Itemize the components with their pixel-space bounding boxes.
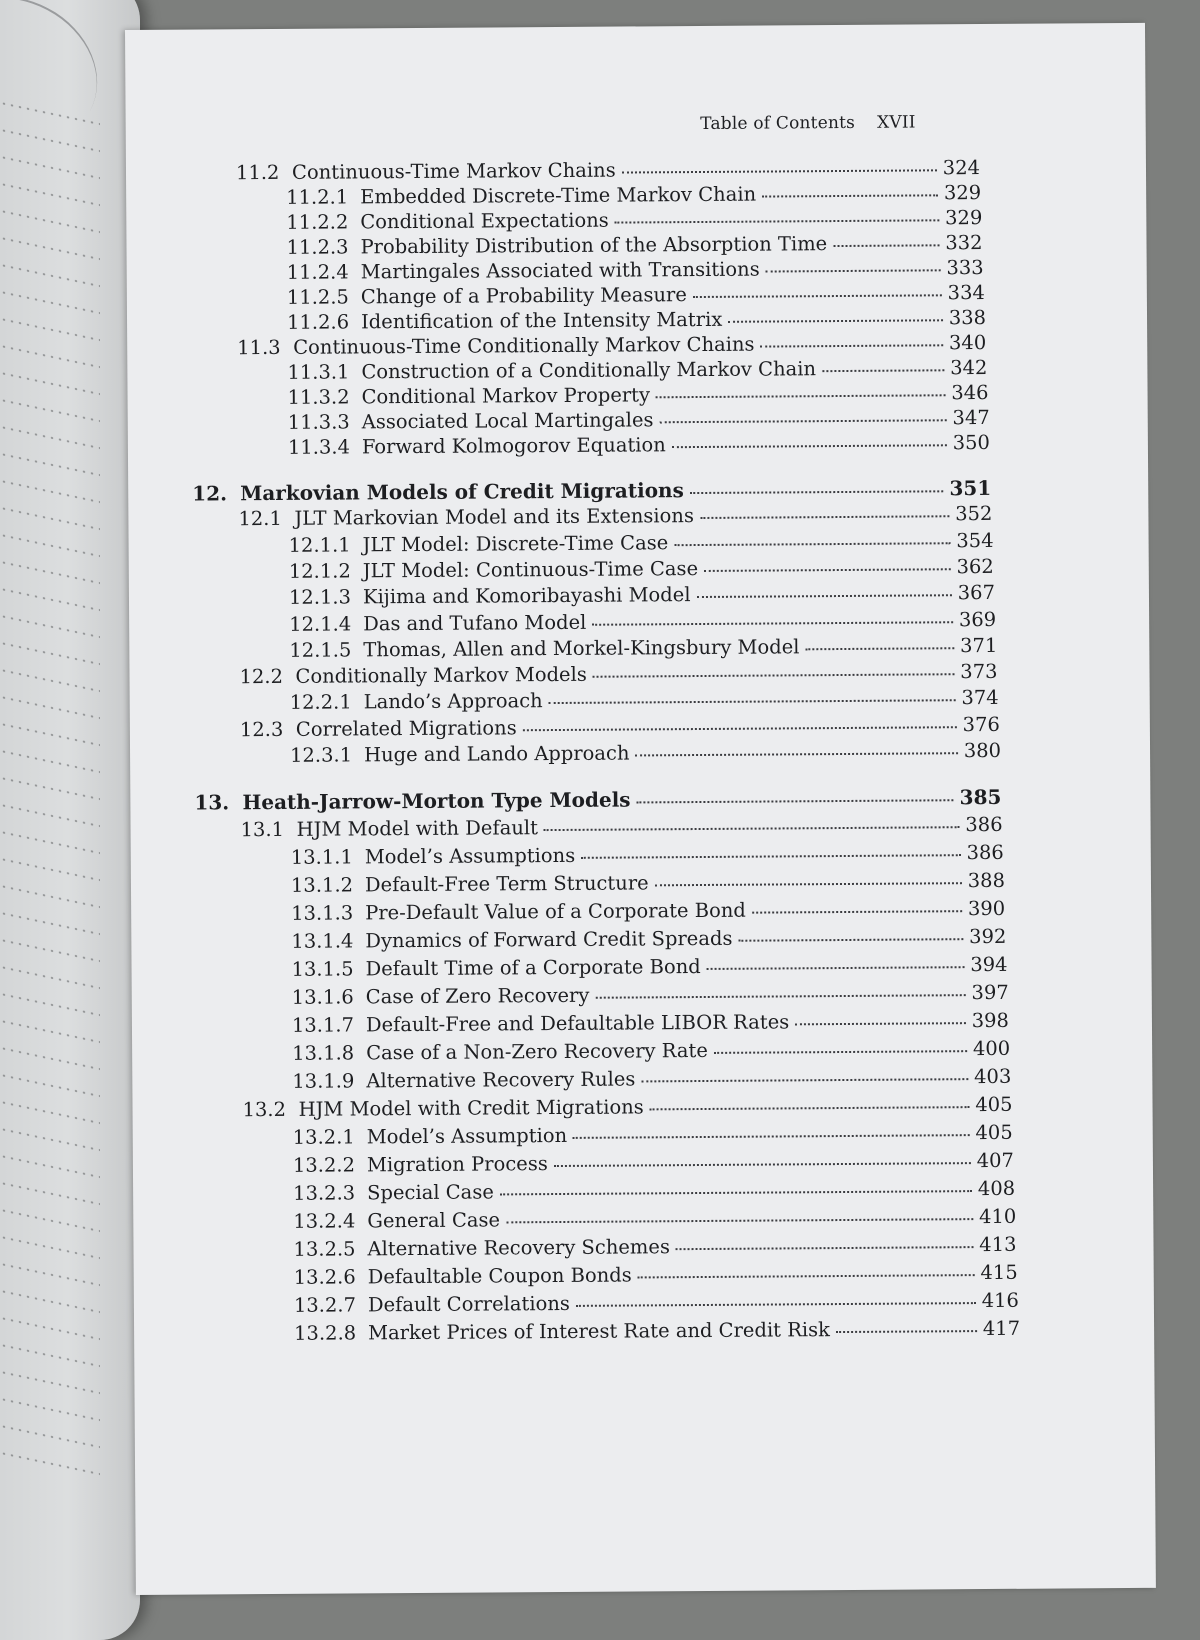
dot-leader [650, 1105, 970, 1110]
dot-leader [593, 672, 954, 678]
toc-entry-page: 352 [955, 502, 993, 526]
dot-leader [700, 515, 949, 520]
toc-entry-title: Case of a Non-Zero Recovery Rate [366, 1039, 708, 1065]
toc-subsection[interactable] [286, 181, 981, 209]
toc-entry-page: 333 [946, 256, 984, 280]
toc-entry-number: 11.3 [237, 335, 281, 360]
toc-subsection[interactable] [287, 281, 985, 309]
dot-leader [622, 168, 937, 173]
toc-entry-title: Alternative Recovery Schemes [367, 1235, 671, 1261]
toc-entry-page: 369 [958, 607, 997, 631]
toc-entry-title: Defaultable Coupon Bonds [367, 1263, 632, 1289]
toc-entry-number: 13.1.9 [292, 1069, 355, 1094]
toc-entry-title: Associated Local Martingales [361, 408, 654, 434]
toc-entry-title: Continuous-Time Markov Chains [291, 158, 616, 184]
toc-subsection[interactable] [291, 953, 1007, 981]
toc-entry-page: 376 [962, 712, 1000, 736]
toc-entry-number: 13.2.1 [292, 1125, 355, 1150]
dot-leader [635, 751, 957, 756]
dot-leader [500, 1189, 972, 1195]
facing-page-leaders [0, 89, 100, 1490]
dot-leader [523, 725, 957, 731]
dot-leader [615, 218, 939, 223]
toc-entry-number: 13. [194, 790, 230, 815]
dot-leader [766, 268, 941, 272]
toc-entry-title: Special Case [367, 1180, 494, 1205]
toc-entry-title: Correlated Migrations [295, 715, 517, 741]
toc-entry-page: 371 [960, 633, 998, 657]
toc-subsection[interactable] [289, 607, 996, 635]
toc-entry-number: 11.2 [235, 160, 280, 185]
toc-subsection[interactable] [292, 1065, 1011, 1093]
toc-section[interactable] [239, 660, 997, 688]
dot-leader [506, 1217, 973, 1223]
toc-entry-title: Default-Free and Defaultable LIBOR Rates [365, 1010, 790, 1037]
toc-entry-title: Lando’s Approach [363, 689, 543, 714]
toc-entry-title: General Case [367, 1208, 501, 1233]
toc-section[interactable] [236, 156, 980, 184]
toc-page [125, 23, 1156, 1595]
dot-leader [822, 368, 944, 372]
toc-entry-number: 11.3.3 [287, 410, 350, 434]
toc-entry-title: Identification of the Intensity Matrix [360, 307, 723, 334]
dot-leader [707, 965, 965, 970]
toc-entry-number: 11.3.4 [287, 435, 351, 459]
dot-leader [581, 853, 960, 859]
toc-entry-number: 13.1.3 [291, 901, 354, 926]
toc-entry-title: Alternative Recovery Rules [366, 1067, 636, 1093]
toc-entry-page: 329 [943, 181, 982, 205]
toc-entry-number: 13.1.6 [291, 985, 354, 1010]
toc-entry-number: 12.1.2 [288, 559, 351, 583]
toc-entry-number: 13.2 [242, 1098, 287, 1122]
toc-entry-number: 12. [192, 481, 228, 506]
toc-entry-number: 12.1 [238, 507, 282, 531]
toc-entry-page: 397 [971, 981, 1009, 1005]
toc-entry-title: Huge and Lando Approach [363, 741, 630, 767]
toc-section[interactable] [242, 1093, 1012, 1121]
toc-subsection[interactable] [287, 381, 988, 409]
toc-entry-page: 394 [970, 953, 1008, 977]
dot-leader [836, 1329, 977, 1333]
toc-entry-title: Conditional Markov Property [361, 383, 651, 409]
toc-entry-title: Default-Free Term Structure [364, 871, 649, 897]
page-folio: XVII [876, 112, 916, 133]
toc-entry-number: 11.2.6 [286, 310, 350, 334]
toc-subsection[interactable] [290, 739, 1001, 767]
toc-entry-number: 13.1.8 [292, 1041, 355, 1066]
toc-entry-number: 13.2.8 [294, 1321, 357, 1346]
toc-subsection[interactable] [289, 634, 997, 662]
toc-entry-number: 12.1.3 [288, 585, 352, 610]
toc-entry-number: 13.2.5 [293, 1237, 356, 1262]
toc-section[interactable] [238, 502, 992, 530]
toc-subsection[interactable] [291, 897, 1005, 925]
toc-entry-title: Migration Process [366, 1152, 548, 1177]
dot-leader [704, 567, 950, 572]
toc-subsection[interactable] [292, 981, 1009, 1009]
toc-entry-number: 11.2.5 [286, 285, 349, 309]
dot-leader [762, 193, 938, 197]
toc-subsection[interactable] [289, 555, 994, 583]
toc-entry-page: 405 [975, 1093, 1013, 1117]
dot-leader [638, 1273, 975, 1278]
toc-entry-page: 413 [979, 1233, 1017, 1257]
toc-entry-page: 329 [945, 206, 983, 230]
dot-leader [544, 825, 959, 831]
toc-entry-page: 407 [976, 1149, 1014, 1173]
dot-leader [660, 418, 947, 423]
toc-entry-page: 398 [971, 1009, 1010, 1033]
toc-entry-page: 415 [980, 1261, 1018, 1285]
toc-entry-title: Conditionally Markov Models [295, 662, 587, 688]
toc-section[interactable] [237, 331, 986, 359]
header-title: Table of Contents [700, 112, 856, 134]
toc-entry-page: 324 [942, 156, 981, 180]
toc-entry-page: 380 [963, 738, 1002, 763]
dot-leader [738, 937, 963, 942]
toc-entry-title: Change of a Probability Measure [360, 283, 687, 309]
toc-entry-title: Thomas, Allen and Morkel-Kingsbury Model [363, 635, 800, 662]
dot-leader [690, 489, 944, 494]
dot-leader [693, 293, 942, 298]
toc-subsection[interactable] [293, 1205, 1016, 1233]
toc-subsection[interactable] [292, 1037, 1010, 1065]
toc-entry-page: 410 [978, 1205, 1017, 1229]
toc-subsection[interactable] [286, 231, 982, 259]
toc-entry-number: 13.1.5 [291, 957, 354, 982]
toc-entry-page: 400 [972, 1037, 1011, 1061]
toc-entry-page: 342 [950, 355, 988, 380]
toc-entry-page: 403 [974, 1065, 1012, 1089]
toc-subsection[interactable] [293, 1149, 1014, 1177]
toc-entry-title: Forward Kolmogorov Equation [361, 433, 666, 459]
dot-leader [761, 343, 943, 347]
toc-subsection[interactable] [291, 841, 1004, 869]
toc-entry-page: 390 [967, 897, 1006, 921]
toc-entry-number: 11.2.4 [286, 260, 349, 284]
dot-leader [655, 881, 962, 886]
toc-entry-number: 12.1.5 [289, 638, 352, 662]
dot-leader [573, 1133, 969, 1139]
toc-entry-page: 346 [951, 380, 989, 405]
running-header [700, 112, 916, 134]
toc-entry-title: Dynamics of Forward Credit Spreads [365, 927, 733, 953]
dot-leader [674, 541, 950, 546]
toc-entry-number: 12.2.1 [289, 690, 352, 715]
dot-leader [795, 1021, 965, 1025]
toc-entry-title: Probability Distribution of the Absorption Time [360, 232, 828, 259]
toc-entry-page: 373 [960, 660, 998, 684]
toc-subsection[interactable] [289, 581, 995, 609]
toc-entry-number: 13.1.2 [290, 873, 354, 898]
toc-entry-page: 351 [949, 475, 992, 501]
toc-subsection[interactable] [293, 1177, 1015, 1205]
dot-leader [554, 1161, 971, 1167]
toc-entry-number: 12.1.1 [288, 533, 351, 557]
toc-subsection[interactable] [288, 406, 990, 434]
toc-entry-number: 11.2.1 [286, 185, 349, 209]
toc-entry-title: Martingales Associated with Transitions [360, 257, 760, 284]
toc-entry-page: 408 [977, 1177, 1016, 1201]
dot-leader [697, 593, 952, 598]
toc-entry-page: 340 [948, 330, 987, 355]
dot-leader [676, 1245, 973, 1250]
dot-leader [592, 620, 953, 626]
toc-entry-page: 374 [961, 686, 999, 710]
toc-subsection[interactable] [290, 686, 999, 714]
toc-entry-title: JLT Markovian Model and its Extensions [294, 504, 695, 531]
toc-entry-page: 385 [959, 785, 1002, 810]
toc-entry-number: 11.3.2 [287, 385, 350, 409]
toc-entry-number: 13.1.4 [291, 929, 354, 954]
dot-leader [805, 646, 954, 650]
toc-entry-title: Kijima and Komoribayashi Model [362, 583, 691, 609]
toc-entry-number: 13.2.6 [293, 1265, 356, 1290]
toc-entry-title: Case of Zero Recovery [365, 984, 590, 1009]
toc-subsection[interactable] [286, 206, 982, 234]
dot-leader [549, 699, 956, 705]
toc-entry-page: 386 [966, 841, 1004, 865]
toc-entry-title: Default Correlations [367, 1292, 570, 1317]
toc-entry-title: HJM Model with Default [296, 816, 538, 842]
toc-entry-number: 13.1 [240, 818, 285, 842]
toc-subsection[interactable] [291, 925, 1006, 953]
toc-entry-title: Continuous-Time Conditionally Markov Chains [293, 332, 755, 359]
dot-leader [576, 1301, 976, 1307]
toc-entry-page: 350 [952, 430, 990, 455]
toc-entry-page: 386 [965, 813, 1003, 837]
toc-entry-title: JLT Model: Discrete-Time Case [362, 530, 669, 556]
toc-subsection[interactable] [292, 1009, 1009, 1037]
toc-subsection[interactable] [294, 1289, 1019, 1317]
toc-entry-page: 332 [945, 231, 983, 255]
toc-entry-title: Markovian Models of Credit Migrations [240, 478, 684, 506]
facing-page [0, 0, 140, 1640]
toc-entry-title: HJM Model with Credit Migrations [298, 1095, 644, 1122]
dot-leader [595, 993, 965, 999]
toc-subsection[interactable] [287, 306, 986, 334]
toc-entry-title: Model’s Assumption [366, 1124, 568, 1149]
toc-entry-page: 405 [975, 1121, 1013, 1145]
toc-subsection[interactable] [293, 1233, 1016, 1261]
toc-entry-page: 367 [957, 581, 996, 605]
toc-subsection[interactable] [294, 1317, 1020, 1345]
toc-entry-title: Pre-Default Value of a Corporate Bond [365, 898, 746, 925]
toc-entry-title: Market Prices of Interest Rate and Credit Risk [368, 1318, 831, 1345]
toc-subsection[interactable] [288, 431, 990, 459]
toc-entry-page: 416 [981, 1289, 1019, 1313]
toc-subsection[interactable] [289, 529, 994, 557]
toc-entry-page: 388 [967, 869, 1006, 893]
toc-entry-page: 362 [956, 554, 994, 579]
toc-entry-number: 12.2 [239, 665, 284, 689]
toc-entry-number: 12.3 [239, 717, 284, 741]
toc-subsection[interactable] [291, 869, 1005, 897]
dot-leader [641, 1077, 968, 1082]
dot-leader [672, 443, 947, 448]
dot-leader [752, 909, 962, 913]
toc-entry-page: 347 [952, 405, 990, 430]
toc-entry-number: 13.2.4 [293, 1209, 356, 1234]
toc-entry-number: 12.3.1 [289, 743, 353, 767]
toc-entry-title: Conditional Expectations [360, 208, 609, 234]
toc-entry-number: 11.2.3 [286, 235, 349, 259]
toc-section[interactable] [241, 813, 1003, 841]
dot-leader [728, 318, 943, 322]
toc-entry-number: 11.3.1 [287, 360, 350, 384]
toc-entry-number: 13.2.7 [293, 1293, 357, 1318]
toc-subsection[interactable] [287, 356, 987, 384]
toc-entry-page: 334 [947, 281, 985, 305]
toc-entry-number: 11.2.2 [286, 210, 349, 234]
toc-section[interactable] [240, 713, 1000, 741]
dot-leader [637, 799, 954, 804]
toc-entry-number: 13.1.7 [291, 1013, 355, 1038]
dot-leader [833, 243, 939, 247]
toc-subsection[interactable] [294, 1261, 1018, 1289]
toc-entry-title: Heath-Jarrow-Morton Type Models [242, 787, 631, 815]
toc-entry-title: Construction of a Conditionally Markov Chain [361, 357, 817, 384]
toc-entry-page: 417 [982, 1317, 1021, 1341]
toc-entry-number: 12.1.4 [289, 611, 352, 636]
toc-subsection[interactable] [293, 1121, 1013, 1149]
toc-entry-title: Model’s Assumptions [364, 844, 576, 869]
toc-entry-page: 338 [948, 305, 987, 330]
toc-chapter[interactable] [194, 785, 1001, 815]
dot-leader [656, 393, 945, 398]
toc-entry-title: Das and Tufano Model [363, 610, 587, 635]
toc-entry-page: 392 [969, 925, 1007, 949]
toc-entry-title: Default Time of a Corporate Bond [365, 955, 701, 981]
toc-entry-number: 13.2.3 [293, 1181, 356, 1206]
toc-entry-number: 13.1.1 [290, 845, 353, 870]
toc-entry-title: JLT Model: Continuous-Time Case [362, 556, 699, 583]
toc-chapter[interactable] [192, 476, 991, 506]
toc-entry-number: 13.2.2 [292, 1153, 356, 1178]
dot-leader [714, 1049, 967, 1054]
toc-entry-page: 354 [956, 528, 994, 552]
toc-entry-title: Embedded Discrete-Time Markov Chain [360, 182, 757, 209]
toc-subsection[interactable] [287, 256, 984, 284]
